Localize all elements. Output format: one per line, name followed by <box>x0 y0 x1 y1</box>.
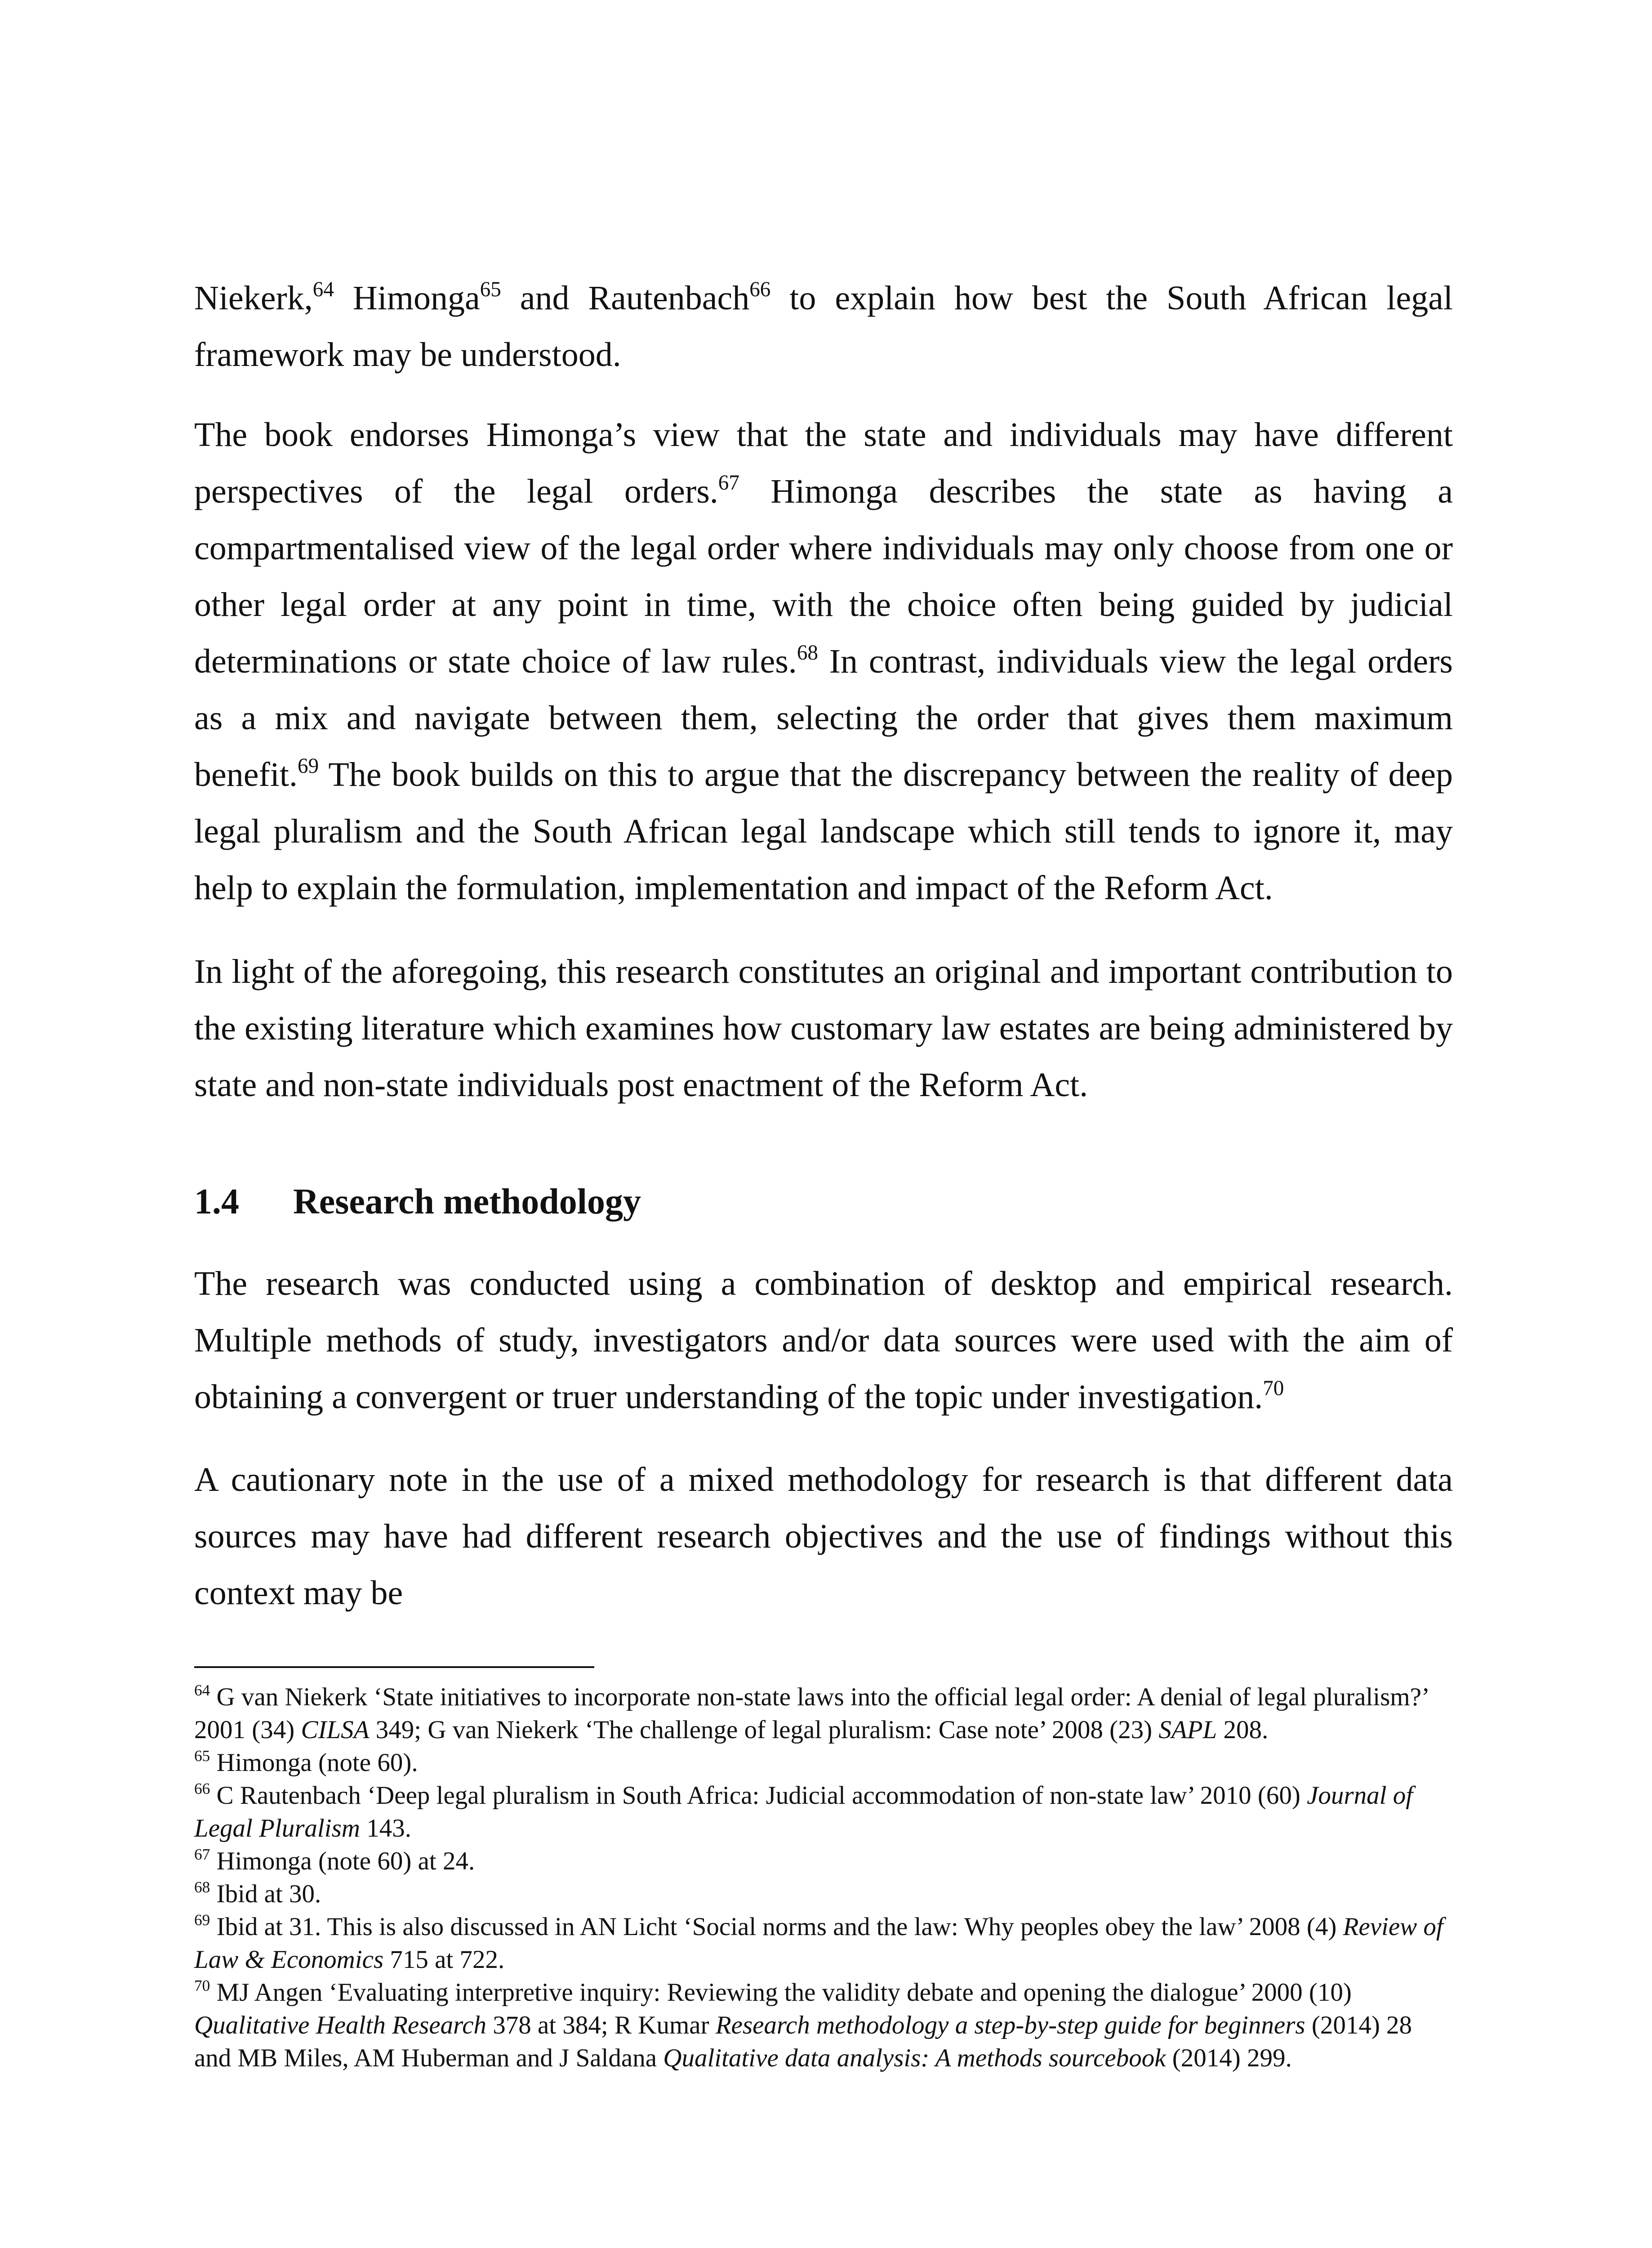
paragraph-contribution: In light of the aforegoing, this research constitutes an original and important contribution to the existing literature which examines how customary law estates are being administered by state and non-state individuals post enactment of the Reform Act. <box>194 953 1453 1104</box>
section-title: Research methodology <box>293 1182 641 1222</box>
paragraph-continuation: Niekerk,$^{64}$ Himonga$^{65}$ and Rautenbach$^{66}$ to explain how best the South African legal framework may be understood. <box>194 278 1453 374</box>
footnote-69: $^{69}$ Ibid at 31. This is also discussed in AN Licht ‘Social norms and the law: Why peoples obey the law’ 2008 (4) Review of Law & Economics 715 at 722. <box>194 1911 1443 1974</box>
footnote-ref-67[interactable]: 67 <box>718 471 739 495</box>
footnote-ref-65[interactable]: 65 <box>480 278 501 302</box>
section-number: 1.4 <box>194 1182 239 1222</box>
footnotes <box>194 1681 1453 2074</box>
footnote-66: $^{66}$ C Rautenbach ‘Deep legal pluralism in South Africa: Judicial accommodation of non-state law’ 2010 (60) Journal of Legal Pluralism 143. <box>194 1780 1413 1842</box>
paragraph-methodology: The research was conducted using a combination of desktop and empirical research. Multiple methods of study, investigators and/or data sources were used with the aim of obtaining a convergent or truer understanding of the topic under investigation.$^{70}$ <box>194 1265 1453 1416</box>
footnote-70: $^{70}$ MJ Angen ‘Evaluating interpretive inquiry: Reviewing the validity debate and opening the dialogue’ 2000 (10) Qualitative Health Research 378 at 384; R Kumar Research methodology a step-by-step guide for beginners (2014) 28 and MB Miles, AM Huberman and J Saldana Qualitative data analysis: A methods sourcebook (2014) 299. <box>194 1977 1412 2072</box>
footnote-separator <box>194 1666 594 1668</box>
footnote-ref-70[interactable]: 70 <box>1263 1377 1284 1401</box>
footnote-64: $^{64}$ G van Niekerk ‘State initiatives to incorporate non-state laws into the official legal order: A denial of legal pluralism?’ 2001 (34) CILSA 349; G van Niekerk ‘The challenge of legal pluralism: Case note’ 2008 (23) SAPL 208. <box>194 1682 1428 1744</box>
footnote-ref-66[interactable]: 66 <box>749 278 771 302</box>
footnote-68: $^{68}$ Ibid at 30. <box>194 1878 321 1908</box>
section-heading <box>194 1177 641 1227</box>
footnote-ref-64[interactable]: 64 <box>312 278 334 302</box>
paragraph-cautionary-note: A cautionary note in the use of a mixed methodology for research is that different data sources may have had different research objectives and the use of findings without this context may be <box>194 1461 1453 1612</box>
footnote-65: $^{65}$ Himonga (note 60). <box>194 1747 418 1777</box>
footnote-67: $^{67}$ Himonga (note 60) at 24. <box>194 1846 475 1875</box>
footnote-ref-69[interactable]: 69 <box>298 754 319 778</box>
footnote-ref-68[interactable]: 68 <box>797 641 818 665</box>
paragraph-himonga-view: The book endorses Himonga’s view that the state and individuals may have different perspectives of the legal orders.$^{67}$ Himonga describes the state as having a compartmentalised view of the legal order where individuals may only choose from one or other legal order at any point in time, with the choice often being guided by judicial determinations or state choice of law rules.$^{68}$ In contrast, individuals view the legal orders as a mix and navigate between them, selecting the order that gives them maximum benefit.$^{69}$ The book builds on this to argue that the discrepancy between the reality of deep legal pluralism and the South African legal landscape which still tends to ignore it, may help to explain the formulation, implementation and impact of the Reform Act. <box>194 416 1453 907</box>
